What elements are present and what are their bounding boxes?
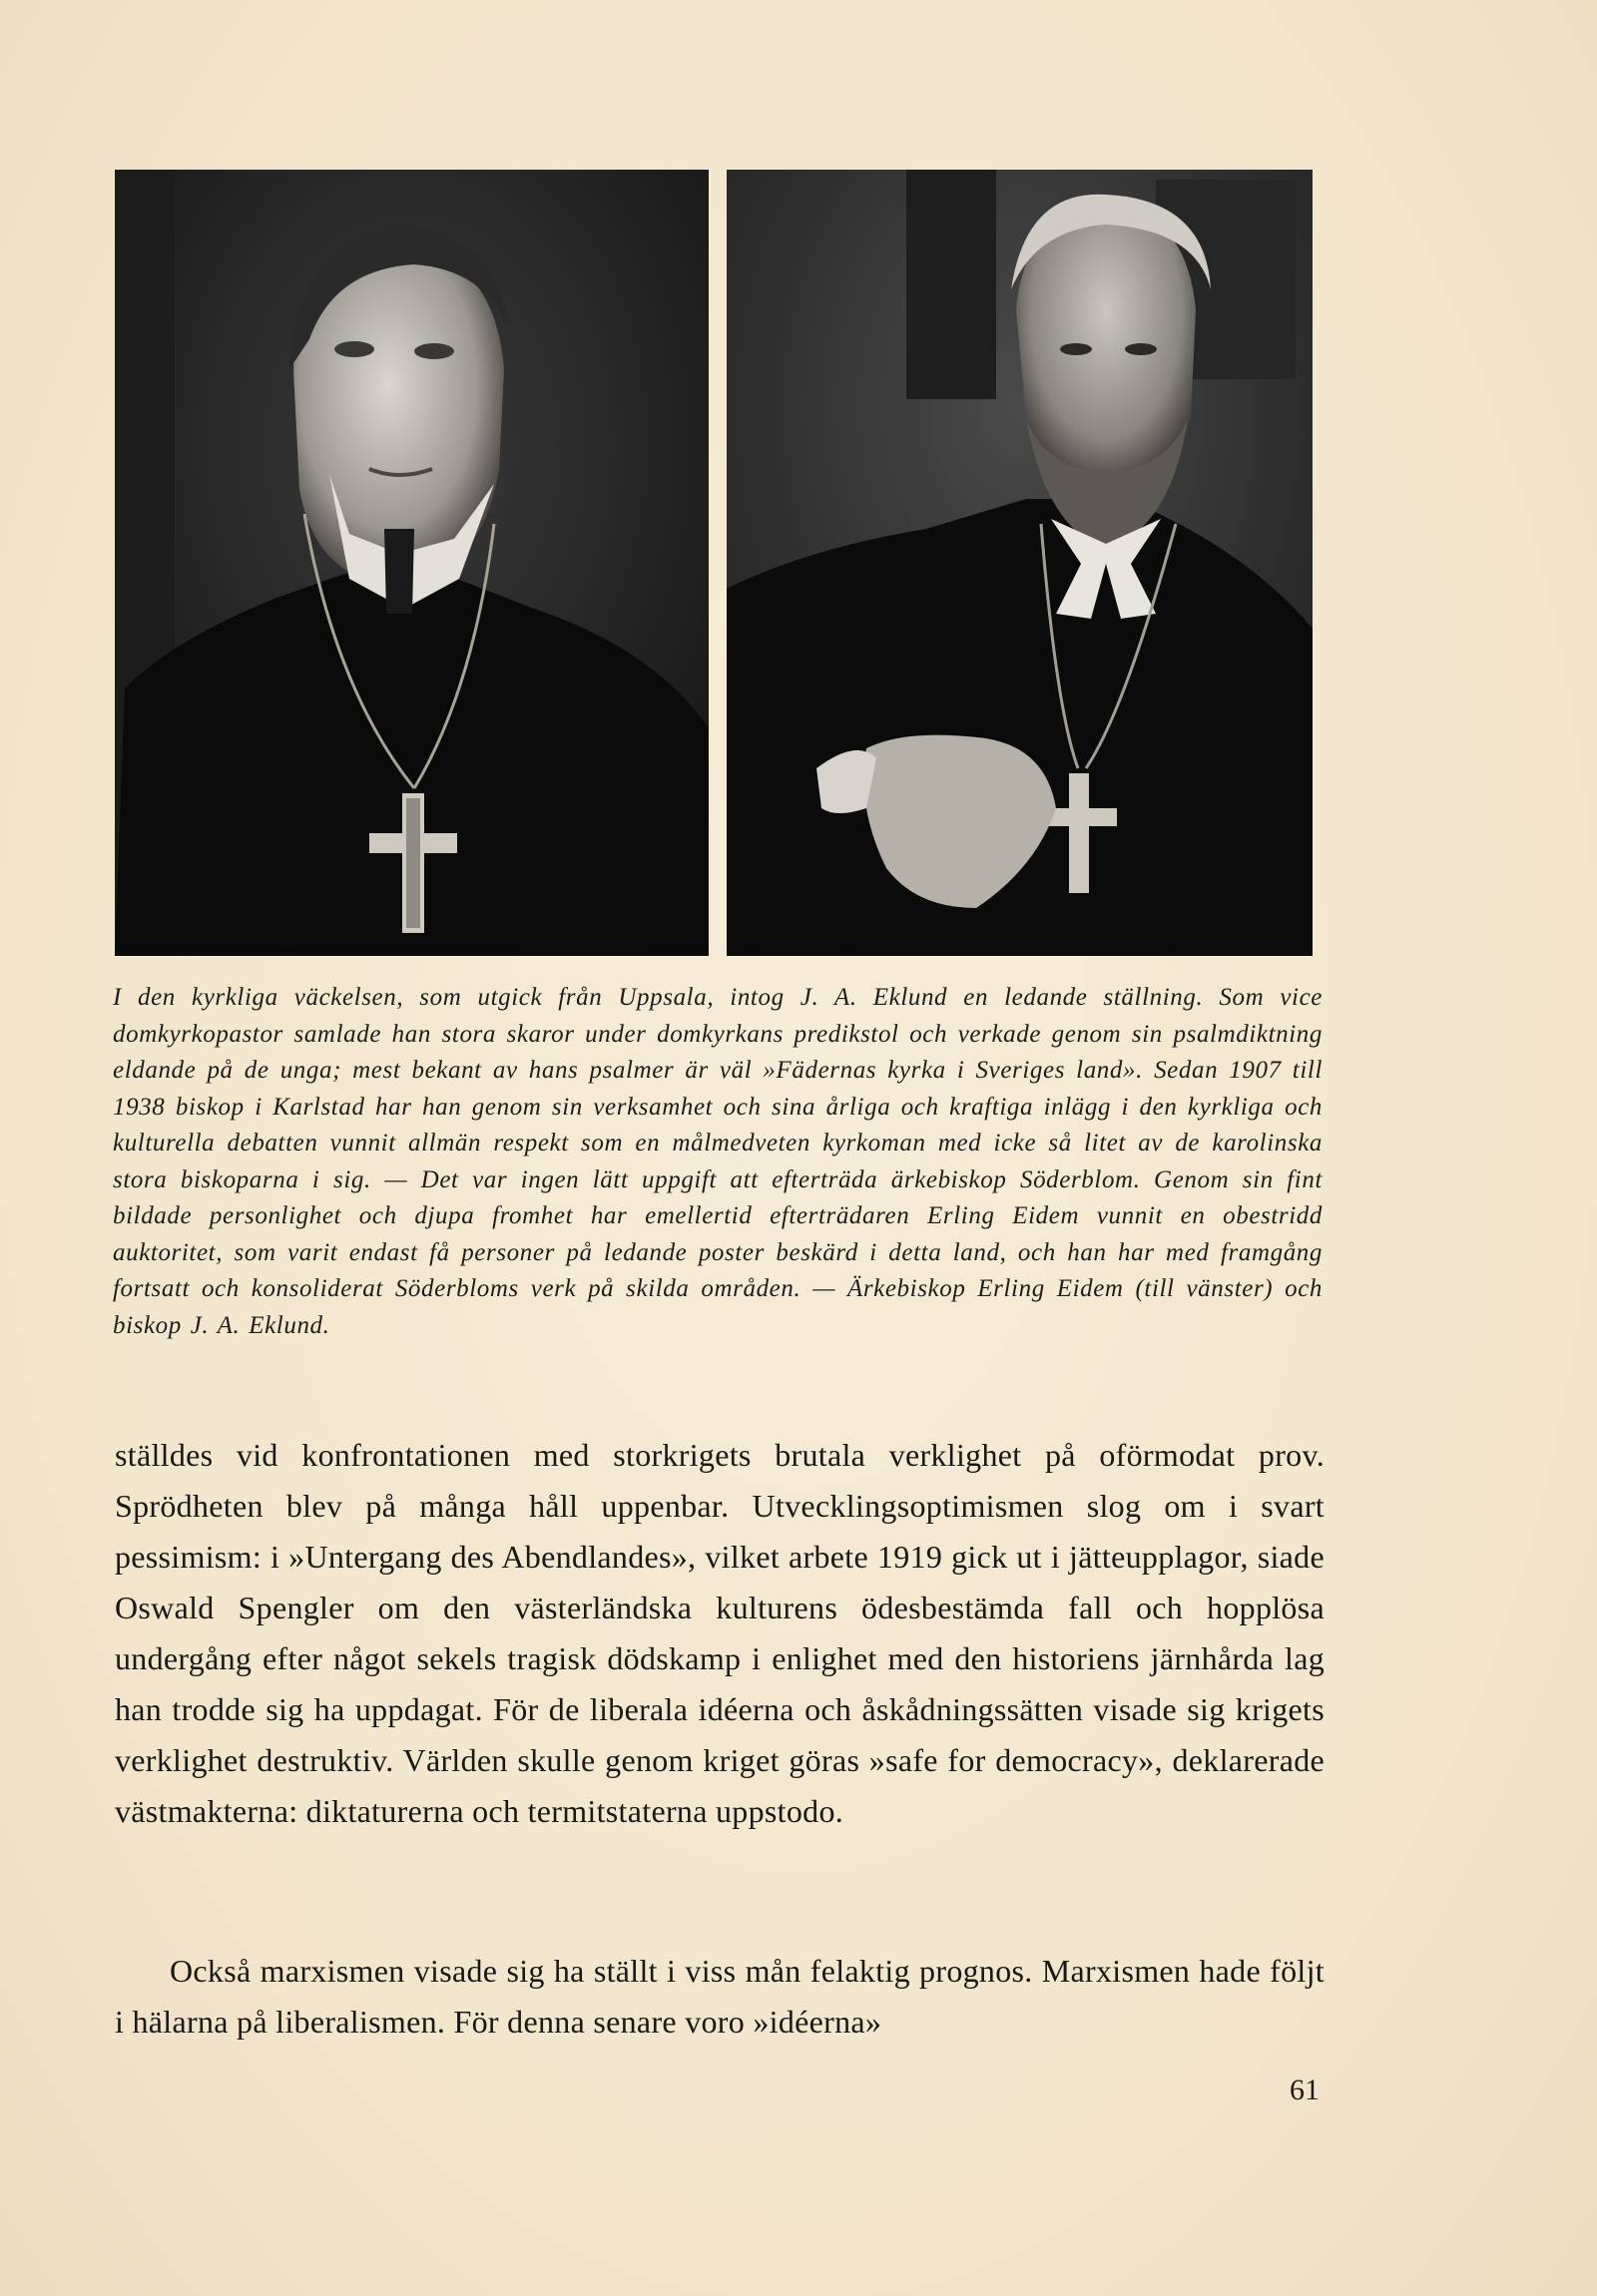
portrait-ja-eklund — [727, 170, 1313, 956]
portrait-erling-eidem — [115, 170, 709, 956]
body-paragraph-2: Också marxismen visade sig ha ställt i viss mån felaktig prognos. Marxismen hade följt i hälarna på liberalismen. För denna senare voro »idéerna» — [115, 1953, 1325, 2040]
photo-caption: I den kyrkliga väckelsen, som utgick från Uppsala, intog J. A. Eklund en ledande ställning. Som vice domkyrkopastor samlade han stora skaror under domkyrkans predikstol och verkade genom sin psalmdiktning eldande på de unga; mest bekant av hans psalmer är väl »Fädernas kyrka i Sveriges land». Sedan 1907 till 1938 biskop i Karlstad har han genom sin verksamhet och sina årliga och kraftiga inlägg i den kyrkliga och kulturella debatten vunnit allmän respekt som en målmedveten kyrkoman med icke så litet av de karolinska stora biskoparna i sig. — Det var ingen lätt uppgift att efterträda ärkebiskop Söderblom. Genom sin fint bildade personlighet och djupa fromhet har emellertid efterträdaren Erling Eidem vunnit en obestridd auktoritet, som varit endast få personer på ledande poster beskärd i detta land, och han har med framgång fortsatt och konsoliderat Söderbloms verk på skilda områden. — Ärkebiskop Erling Eidem (till vänster) och biskop J. A. Eklund. — [113, 984, 1323, 1339]
body-paragraph-1: ställdes vid konfrontationen med storkrigets brutala verklighet på oförmodat prov. Sprödheten blev på många håll uppenbar. Utvecklingsoptimismen slog om i svart pessimism: i »Untergang des Abendlandes», vilket arbete 1919 gick ut i jätteupplagor, siade Oswald Spengler om den västerländska kulturens ödesbestämda fall och hopplösa undergång efter något sekels tragisk dödskamp i enlighet med den historiens järnhårda lag han trodde sig ha uppdagat. För de liberala idéerna och åskådningssätten visade sig krigets verklighet destruktiv. Världen skulle genom kriget göras »safe for democracy», deklarerade västmakterna: diktaturerna och termitstaterna uppstodo. — [115, 1437, 1325, 1829]
page-number: 61 — [1290, 2073, 1320, 2106]
